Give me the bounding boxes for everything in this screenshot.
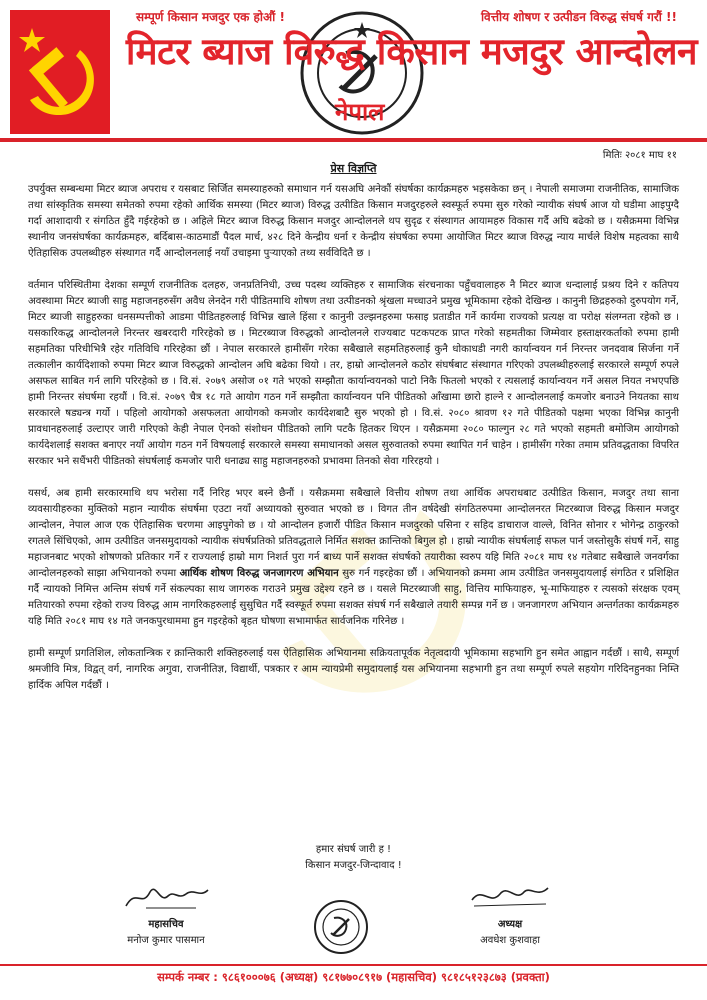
signature-general-secretary (96, 878, 236, 914)
signatory-role: अध्यक्ष (497, 919, 523, 930)
closing-line-1: हमार संघर्ष जारी ह ! (315, 844, 392, 855)
handwritten-signature-icon (116, 878, 216, 914)
handwritten-signature-icon (460, 878, 560, 914)
official-stamp (312, 898, 370, 956)
campaign-name: आर्थिक शोषण विरुद्ध जनजागरण अभियान (179, 568, 339, 579)
date: मितिः २०८१ माघ ११ (602, 150, 677, 161)
paragraph-3-text: यसर्थ, अब हामी सरकारमाथि थप भरोसा गर्दै निरिह भएर बस्ने छैनौं । यसैक्रममा सबैखाले वित्तीय शोषण तथा आर्थिक अपराधबाट उत्पीडित किसान, मजदुर तथा साना व्यवसायीहरुका मुक्तिको महान न्यायीक संघर्षमा एउटा नयाँ अध्यायको सुरुवात भएको छ । विगत तीन वर्षदेखी संगठितरुपमा आन्दोलनरत मिटरब्याज विरुद्ध किसान मजदुर आन्दोलन, नेपाल आज एक ऐतिहासिक चरणमा आइपुगेको छ । यो आन्दोलन हजारौं पीडित किसान मजदुरको पसिना र सहिद डाचाराज वाल्ले, विनित सोनार र भोगेन्द्र ठाकुरको रगतले सिंचिएको, आम उत्पीडित जनसमुदायको न्यायीक संघर्षप्रतिको प्रतिवद्धताले निर्मित सशक्त क्रान्तिको बिगुल हो । हाम्रो न्यायीक संघर्षलाई सफल पार्न जस्तोसुकै संघर्ष गर्ने, साहु महाजनबाट भएको शोषणको प्रतिकार गर्ने र राज्यलाई हाम्रो माग निशर्त पुरा गर्न बाध्य पार्ने सशक्त संघर्षको तयारीका स्वरुप यहि मिति २०८१ माघ १४ गतेबाट सबैखाले जनवर्गका आन्दोलनहरुको साझा अभियानको रुपमा (28, 488, 679, 579)
document-heading: प्रेस विज्ञप्ति (330, 162, 377, 175)
campaign-continuation: सुरु गर्न गइरहेका छौं । अभियानको क्रममा आम उत्पीडित जनसमुदायलाई संगठित र प्रशिक्षित गर्दै न्यायको (28, 568, 680, 595)
paragraph-3 (28, 486, 679, 630)
press-release-body (28, 182, 679, 710)
slogan-right: वित्तीय शोषण र उत्पीडन विरुद्ध संघर्ष गरौं !! (480, 10, 677, 24)
signatory-name: अवधेश कुशवाहा (480, 935, 540, 946)
logo (10, 10, 110, 134)
organization-seal-icon (312, 898, 370, 956)
signatory-chairperson (440, 878, 580, 946)
signatory-role: महासचिव (148, 919, 184, 930)
paragraph-3-end: निमित्त अन्तिम संघर्ष गर्ने संकल्पका साथ जागरुक गराउने प्रमुख उद्देश्य रहने छ । यसले मिटरब्याजी साहु, वित्तिय माफियाहरु, भू-माफियाहरु र त्यसको संरक्षक एवम् मतियारको रुपमा रहेको राज्य विरुद्ध आम नागरिकहरुलाई सुसुचित गर्दै स्वस्फूर्त रुपमा सशक्त संघर्ष गर्न सबैखाले तयारी सम्पन्न गर्ने छ । जनजागरण अभियान अन्तर्गतका कार्यक्रमहरु यहि मिति २०८१ माघ १४ गते जनकपुरधाममा हुन गइरहेको बृहत घोषणा सभामार्फत सार्वजनिक गरिनेछ । (28, 584, 679, 627)
paragraph-2: वर्तमान परिस्थितीमा देशका सम्पूर्ण राजनीतिक दलहरु, जनप्रतिनिधी, उच्च पदस्थ व्यक्तिहरु र सामाजिक संरचनाका पहुँचवालाहरु नै मिटर ब्याज धन्दालाई प्रश्रय दिने र कतिपय अवस्थामा मिटर ब्याजी साहु महाजनहरुसँग अवैध लेनदेन गरी पीडितमाथि शोषण तथा उत्पीडनको श्रृंखला मच्चाउने प्रमुख भूमिकामा रहेको देखिन्छ । कानुनी छिद्रहरुको दुरुपयोग गर्ने, मिटर ब्याजी साहुहरुका धनसम्पत्तीको आडमा पीडितहरुलाई विभिन्न खाले हिंसा र कानुनी उल्झनहरुमा फसाइ प्रताडीत गर्ने कार्यमा राज्यको प्रत्यक्ष वा परोक्ष संलग्नता रहेको छ । यसकारिकद्ध आन्दोलनले निरन्तर खबरदारी गरिरहेको छ । मिटरब्याज विरुद्धको आन्दोलनले राज्यबाट पटकपटक प्राप्त गरेको सहमतीका जिम्मेवार हस्ताक्षरकर्ताको रुपमा हामी सहमतिका परिधीभित्रै रहेर गतिविधि गरिरहेका छौं । नेपाल सरकारले हामीसँग गरेका सबैखाले सहमतिहरुलाई कुनै धोकाधडी नगरी कार्यान्वयन गर्न निरन्तर जनदवाब सिर्जना गर्ने तत्कालीन कार्यदिशाको रुपमा मिटर ब्याज विरुद्धको आन्दोलन अघि बढेका थियो । तर, हाम्रो आन्दोलनले कठोर संघर्षबाट संस्थागत गरिएको उपलब्धीहरुलाई सरकारले सम्पूर्ण रुपले असफल साबित गर्न लागि परिरहेको छ । वि.सं. २०७९ असोज ०१ गते भएको सम्झौता कार्यान्वयनको पाटो निकै फितलो भएको र त्यसलाई कार्यान्वयन गर्ने असल नियत नभएपछि हामी निरन्तर संघर्षमा रहयौं । वि.सं. २०७९ चैत्र १८ गते आयोग गठन गर्ने सम्झौता कार्यान्वयन पनि पीडितको आँखामा छारो हाल्ने र आन्दोलनलाई कमजोर बनाउने नियतका साथ सरकारले षड्यन्त्र गर्यो । पहिलो आयोगको असफलता आयोगको कमजोर कार्यदेशबाटै सुरु भएको हो । वि.सं. २०८० श्रावण १२ गते पीडितको पक्षमा भएका विभिन्न कानुनी प्रावधानहरुलाई उल्टाएर जारी गरिएको केही नेपाल ऐनको संशोधन पीडितको लागि पटकै हितकर थिएन । यसैक्रममा २०८० फाल्गुन २८ गते भएको सहमती बमोजिम आयोगको कार्यदेशलाई सशक्त बनाएर नयाँ आयोग गठन गर्ने विषयलाई सरकारले समस्या समाधानको असल सुरुवातको रुपमा स्थापित गर्न चाहेन । हामीसँग गरेका तमाम प्रतिवद्धताका विपरित सरकार भने सधैंभरी पीडितको संघर्षलाई कमजोर पारी धनाढ्य साहु महाजनहरुको प्रभावमा तिनको सेवा गरिरहयो । (28, 280, 679, 467)
letterhead (0, 0, 707, 138)
paragraph-1: उपर्युक्त सम्बन्धमा मिटर ब्याज अपराध र यसबाट सिर्जित समस्याहरुको समाधान गर्न यसअघि अनेकौं संघर्षका कार्यक्रमहरु भइसकेका छन् । नेपाली समाजमा राजनीतिक, सामाजिक तथा सांस्कृतिक समस्या समेतको रुपमा रहेको आर्थिक समस्या (मिटर ब्याज) विरुद्ध उत्पीडित किसान मजदुरहरुले स्वस्फूर्त रुपमा सुरु गरेको न्यायीक संघर्ष आज यो घडीमा आइपुग्दै गर्दा आशादायी र संगठित हुँदै गईरहेको छ । अहिले मिटर ब्याज विरुद्ध किसान मजदुर आन्दोलनले थप सुदृढ र संस्थागत आयामहरु विकास गर्दै अघि बढेको छ । यसैक्रममा विभिन्न स्थानीय जनसंघर्षका कार्यक्रमहरु, बर्दिबास-काठमाडौं पैदल मार्च, ४२८ दिने केन्द्रीय धर्ना र केन्द्रीय संघर्षका रुपमा आयोजित मिटर ब्याज विरुद्ध न्याय मार्चले विशेष महत्वका साथै ऐतिहासिक उपलब्धीहरु संस्थागत गर्दै आन्दोलनलाई नयाँ उचाइमा पुऱ्याएको तथ्य सर्वविदितै छ । (28, 184, 679, 259)
signatory-general-secretary (96, 878, 236, 946)
footer-divider (0, 964, 707, 966)
hammer-sickle-star-icon (10, 10, 110, 134)
seal-country-label: नेपाल (335, 98, 385, 126)
slogan-left: सम्पूर्ण किसान मजदुर एक होऔं ! (136, 10, 285, 24)
closing-slogans (0, 842, 707, 874)
paragraph-4: हामी सम्पूर्ण प्रगतिशिल, लोकतान्त्रिक र क्रान्तिकारी शक्तिहरुलाई यस ऐतिहासिक अभियानमा सक्रियतापूर्वक नेतृत्वदायी भूमिकामा सहभागि हुन समेत आह्वान गर्दछौं । साथै, सम्पूर्ण श्रमजीवि मित्र, विद्वत् वर्ग, नागरिक अगुवा, राजनीतिज्ञ, विद्यार्थी, पत्रकार र आम न्यायप्रेमी समुदायलाई यस अभियानमा सहभागी हुन तथा सम्पूर्ण रुपले सहयोग गरिदिनहुनका निम्ति हार्दिक अपिल गर्दछौं । (28, 648, 679, 691)
contact-footer: सम्पर्क नम्बर : ९८६१०००७६ (अध्यक्ष) ९८१७७०८९१७ (महासचिव) ९८१८५१२३८७३ (प्रवक्ता) (157, 970, 550, 984)
header-divider (0, 138, 707, 142)
main-title: मिटर ब्याज विरुद्ध किसान मजदुर आन्दोलन (125, 30, 698, 73)
closing-line-2: किसान मजदुर-जिन्दावाद ! (305, 860, 402, 871)
signature-chairperson (440, 878, 580, 914)
signatory-name: मनोज कुमार पासमान (127, 935, 205, 946)
